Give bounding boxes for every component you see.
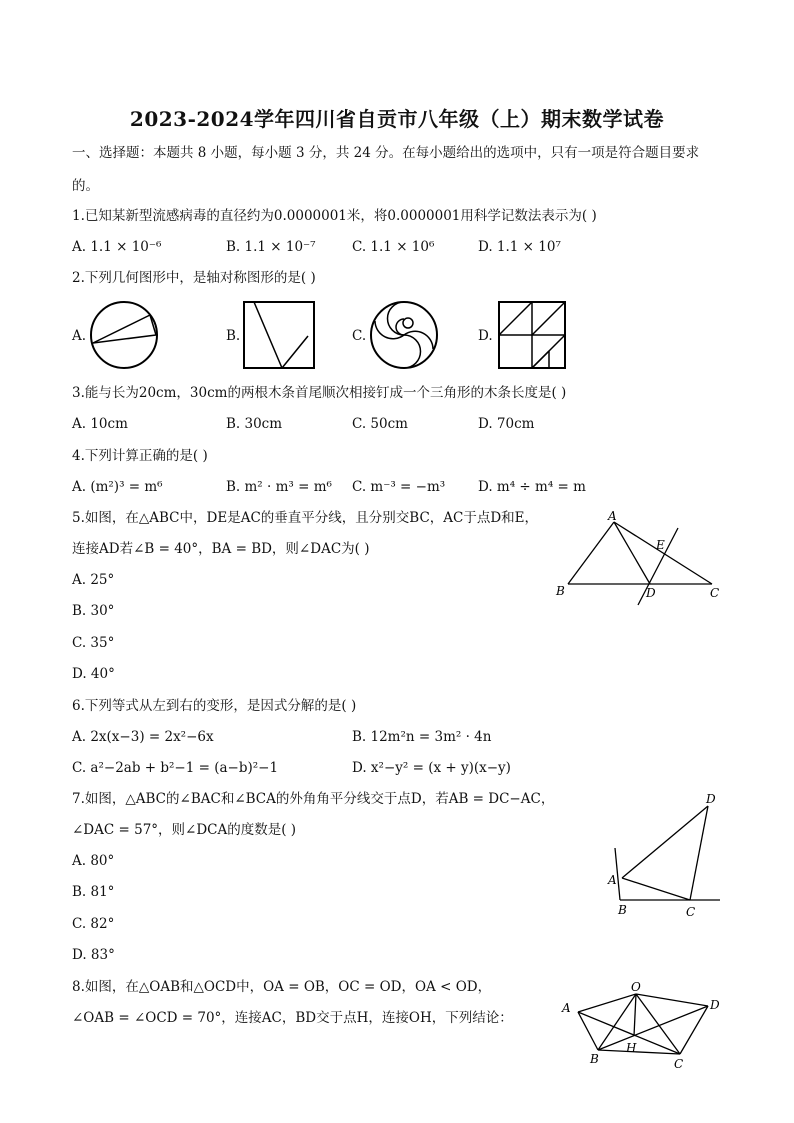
q3-option-c: C. 50cm: [352, 416, 408, 432]
q6-option-b: B. 12m²n = 3m² · 4n: [352, 729, 492, 745]
q4-option-b: B. m² · m³ = m⁶: [226, 479, 332, 495]
q5-label-a: A: [608, 509, 617, 523]
q7-option-a: A. 80°: [72, 853, 115, 869]
q7-triangle-figure: [598, 790, 724, 920]
q5-label-d: D: [646, 586, 656, 600]
q3-option-a: A. 10cm: [72, 416, 128, 432]
q1-stem: 1.已知某新型流感病毒的直径约为0.0000001米，将0.0000001用科学记数法表示为( ): [72, 208, 597, 224]
page-title: 2023-2024学年四川省自贡市八年级（上）期末数学试卷: [129, 107, 665, 131]
q4-stem: 4.下列计算正确的是( ): [72, 448, 208, 464]
q6-option-d: D. x²−y² = (x + y)(x−y): [352, 760, 511, 776]
q6-option-c: C. a²−2ab + b²−1 = (a−b)²−1: [72, 760, 279, 776]
q2-figure-d-grid: [497, 300, 567, 370]
q5-option-b: B. 30°: [72, 603, 115, 619]
q4-option-d: D. m⁴ ÷ m⁴ = m: [478, 479, 586, 495]
q7-stem-line2: ∠DAC = 57°，则∠DCA的度数是( ): [72, 822, 297, 838]
q4-option-c: C. m⁻³ = −m³: [352, 479, 446, 495]
q2-figure-c-circle-pattern: [368, 299, 440, 371]
q2-label-b: B.: [226, 328, 241, 344]
q8-stem-line1: 8.如图，在△OAB和△OCD中，OA = OB，OC = OD，OA < OD，: [72, 979, 492, 995]
q8-label-c: C: [674, 1057, 684, 1071]
q5-option-c: C. 35°: [72, 635, 115, 651]
q6-stem: 6.下列等式从左到右的变形，是因式分解的是( ): [72, 698, 357, 714]
q5-option-d: D. 40°: [72, 666, 115, 682]
q3-option-d: D. 70cm: [478, 416, 535, 432]
q8-label-b: B: [590, 1052, 599, 1066]
q7-option-c: C. 82°: [72, 916, 115, 932]
q3-option-b: B. 30cm: [226, 416, 283, 432]
q7-option-d: D. 83°: [72, 947, 115, 963]
q8-label-d: D: [710, 998, 720, 1012]
q5-label-b: B: [556, 584, 565, 598]
q7-label-c: C: [686, 905, 696, 919]
section-heading: 一、选择题：本题共 8 小题，每小题 3 分，共 24 分。在每小题给出的选项中，只有一项是符合题目要求: [72, 145, 700, 161]
q1-option-c: C. 1.1 × 10⁶: [352, 239, 435, 255]
q7-option-b: B. 81°: [72, 884, 115, 900]
q1-option-b: B. 1.1 × 10⁻⁷: [226, 239, 316, 255]
q5-label-c: C: [710, 586, 720, 600]
q8-triangles-figure: [556, 978, 726, 1074]
q1-option-a: A. 1.1 × 10⁻⁶: [72, 239, 162, 255]
q8-stem-line2: ∠OAB = ∠OCD = 70°，连接AC，BD交于点H，连接OH，下列结论：: [72, 1010, 513, 1026]
q3-stem: 3.能与长为20cm，30cm的两根木条首尾顺次相接钉成一个三角形的木条长度是( ): [72, 385, 567, 401]
q2-figure-b-square: [242, 300, 316, 370]
q7-label-d: D: [706, 792, 716, 806]
q2-label-a: A.: [72, 328, 87, 344]
q5-option-a: A. 25°: [72, 572, 115, 588]
q8-label-h: H: [626, 1041, 637, 1055]
q8-label-a: A: [562, 1001, 571, 1015]
q5-label-e: E: [656, 538, 665, 552]
q7-label-b: B: [618, 903, 627, 917]
q1-option-d: D. 1.1 × 10⁷: [478, 239, 561, 255]
q8-label-o: O: [631, 980, 641, 994]
q7-label-a: A: [608, 873, 617, 887]
q5-stem-line2: 连接AD若∠B = 40°，BA = BD，则∠DAC为( ): [72, 541, 370, 557]
q2-label-c: C.: [352, 328, 367, 344]
q4-option-a: A. (m²)³ = m⁶: [72, 479, 163, 495]
q2-label-d: D.: [478, 328, 493, 344]
q6-option-a: A. 2x(x−3) = 2x²−6x: [72, 729, 214, 745]
q2-stem: 2.下列几何图形中，是轴对称图形的是( ): [72, 270, 316, 286]
q5-stem-line1: 5.如图，在△ABC中，DE是AC的垂直平分线，且分别交BC，AC于点D和E，: [72, 510, 539, 526]
q7-stem-line1: 7.如图，△ABC的∠BAC和∠BCA的外角角平分线交于点D，若AB = DC−AC，: [72, 791, 555, 807]
section-heading-cont: 的。: [72, 178, 99, 194]
q2-figure-a-circle: [88, 299, 160, 371]
q5-triangle-figure: [550, 508, 730, 608]
